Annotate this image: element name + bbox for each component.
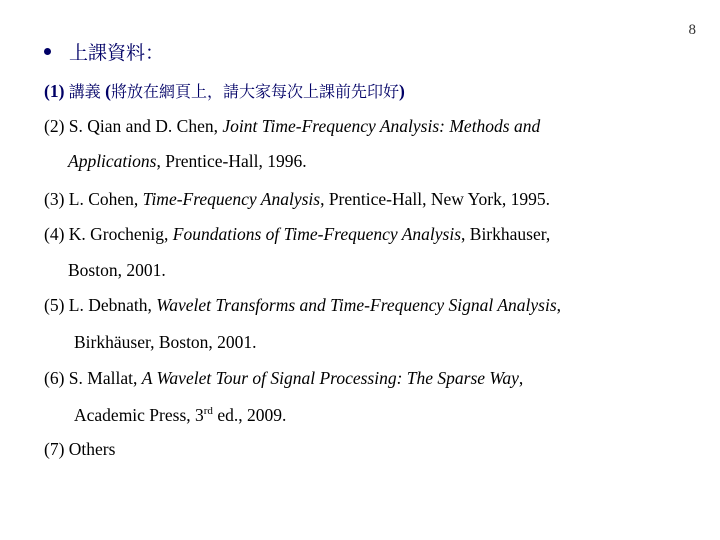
- ref7-text: (7) Others: [44, 439, 116, 459]
- ref1-paren-close: ): [399, 81, 405, 101]
- ref4-prefix: (4) K. Grochenig,: [44, 224, 173, 244]
- section-heading: [44, 38, 164, 65]
- bullet-icon: [44, 48, 51, 55]
- reference-3: [44, 190, 550, 209]
- ref3-prefix: (3) L. Cohen,: [44, 189, 143, 209]
- ref2-prefix: (2) S. Qian and D. Chen,: [44, 116, 223, 136]
- page-number: 8: [688, 22, 696, 38]
- reference-4-continued: [68, 261, 166, 280]
- ref2-suffix: , Prentice-Hall, 1996.: [156, 151, 307, 171]
- ref4-title: Foundations of Time-Frequency Analysis: [172, 224, 462, 244]
- reference-5: [44, 296, 561, 315]
- ref5-cont: Birkhäuser, Boston, 2001.: [74, 332, 257, 352]
- reference-4: [44, 225, 550, 244]
- ref5-title: Wavelet Transforms and Time-Frequency Signal Analysis: [156, 295, 557, 315]
- ref3-title: Time-Frequency Analysis: [142, 189, 321, 209]
- ref2-title-b: Applications: [68, 151, 157, 171]
- ref1-number: (1): [44, 81, 65, 101]
- reference-2-continued: [68, 152, 307, 171]
- reference-5-continued: [74, 333, 257, 352]
- ref6-cont-a: Academic Press, 3: [74, 405, 204, 425]
- reference-6-continued: [74, 405, 286, 425]
- ref1-lecture-notes: 講義: [68, 82, 101, 101]
- ref6-superscript: rd: [203, 405, 213, 417]
- ref6-title: A Wavelet Tour of Signal Processing: The Sparse Way: [141, 368, 519, 388]
- ref5-suffix: ,: [556, 295, 562, 315]
- reference-2: [44, 117, 540, 136]
- ref1-paren-open: (: [105, 81, 111, 101]
- reference-6: [44, 369, 523, 388]
- ref3-suffix: , Prentice-Hall, New York, 1995.: [320, 189, 550, 209]
- ref4-suffix: , Birkhauser,: [461, 224, 551, 244]
- ref6-prefix: (6) S. Mallat,: [44, 368, 142, 388]
- ref6-suffix: ,: [518, 368, 524, 388]
- reference-1: [44, 82, 405, 101]
- ref6-cont-b: ed., 2009.: [212, 405, 287, 425]
- reference-7: [44, 440, 115, 459]
- heading-text: 上課資料：: [69, 42, 165, 64]
- ref5-prefix: (5) L. Debnath,: [44, 295, 157, 315]
- ref2-title-a: Joint Time-Frequency Analysis: Methods and: [222, 116, 541, 136]
- ref4-cont: Boston, 2001.: [68, 260, 166, 280]
- ref1-note: 將放在網頁上，請大家每次上課前先印好: [111, 82, 400, 101]
